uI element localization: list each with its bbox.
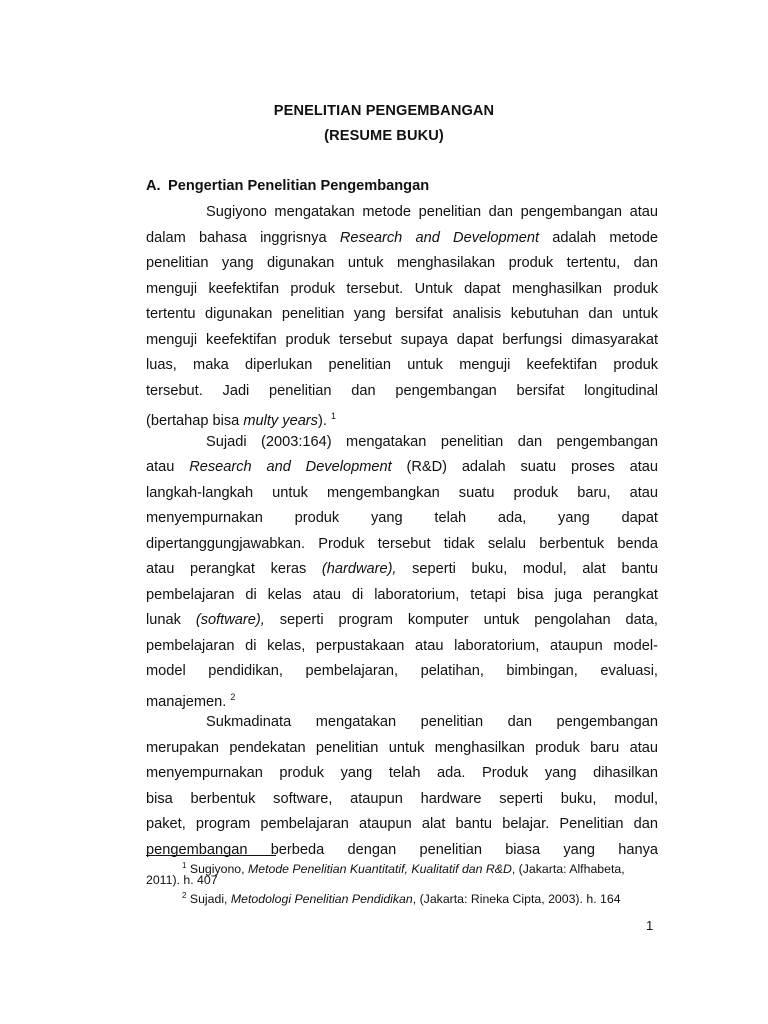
body-line: langkah-langkah untuk mengembangkan suatu produk baru, atau	[146, 484, 658, 501]
body-line: pembelajaran di kelas, perpustakaan atau laboratorium, ataupun model-	[146, 637, 658, 654]
body-line: penelitian yang digunakan untuk menghasilakan produk tertentu, dan	[146, 255, 658, 271]
footnote-ref: 2	[230, 691, 236, 702]
body-line: pengembangan berbeda dengan penelitian biasa yang hanya	[146, 841, 658, 858]
body-line: bisa berbentuk software, ataupun hardware seperti buku, modul,	[146, 790, 658, 807]
body-line: (bertahap bisa multy years). $^1$	[146, 411, 336, 429]
footnote-1-continuation: 2011). h. 407	[146, 873, 218, 887]
document-title: PENELITIAN PENGEMBANGAN	[273, 103, 495, 119]
footnote-1-marker: 1	[182, 861, 187, 870]
body-line: Sukmadinata mengatakan penelitian dan pengembangan	[206, 714, 658, 730]
body-line: menguji keefektifan produk tersebut supaya dapat berfungsi dimasyarakat	[146, 331, 658, 348]
section-heading	[146, 178, 429, 194]
body-line: paket, program pembelajaran ataupun alat bantu belajar. Penelitian dan	[146, 816, 658, 832]
footnote-2: $^2$ Sujadi, Metodologi Penelitian Pendidikan, (Jakarta: Rineka Cipta, 2003). h. 164	[182, 891, 621, 906]
body-line: model pendidikan, pembelajaran, pelatihan, bimbingan, evaluasi,	[146, 663, 658, 679]
section-number: A.	[146, 178, 161, 194]
footnote-ref: 1	[330, 411, 336, 421]
body-line: tertentu digunakan penelitian yang bersifat analisis kebutuhan dan untuk	[146, 306, 658, 322]
body-line: menyempurnakan produk yang telah ada, yang dapat	[146, 510, 658, 526]
footnote-2-marker: 2	[182, 891, 187, 900]
body-line: atau perangkat keras (hardware), seperti buku, modul, alat bantu	[146, 561, 658, 577]
body-line: merupakan pendekatan penelitian untuk menghasilkan produk baru atau	[146, 739, 658, 756]
body-line: Sugiyono mengatakan metode penelitian dan pengembangan atau	[206, 204, 658, 220]
body-line: atau Research and Development (R&D) adalah suatu proses atau	[146, 459, 658, 475]
body-line: menguji keefektifan produk tersebut. Untuk dapat menghasilkan produk	[146, 280, 658, 297]
body-line: lunak (software), seperti program komputer untuk pengolahan data,	[146, 612, 658, 628]
body-line: pembelajaran di kelas atau di laboratorium, tetapi bisa juga perangkat	[146, 586, 658, 603]
page-number: 1	[646, 918, 654, 933]
body-line: manajemen. $^2$	[146, 691, 236, 710]
body-line: luas, maka diperlukan penelitian untuk menguji keefektifan produk	[146, 357, 658, 373]
document-subtitle: (RESUME BUKU)	[324, 128, 444, 144]
body-line: menyempurnakan produk yang telah ada. Produk yang dihasilkan	[146, 765, 658, 781]
body-text	[146, 200, 658, 863]
body-line: tersebut. Jadi penelitian dan pengembangan bersifat longitudinal	[146, 382, 658, 399]
body-line: Sujadi (2003:164) mengatakan penelitian dan pengembangan	[206, 433, 658, 450]
footnote-1: $^1$ Sugiyono, Metode Penelitian Kuantitatif, Kualitatif dan R&D, (Jakarta: Alfhabeta,	[182, 861, 625, 876]
body-line: dipertanggungjawabkan. Produk tersebut tidak selalu berbentuk benda	[146, 535, 658, 552]
section-heading-text: Pengertian Penelitian Pengembangan	[168, 178, 430, 194]
body-line: dalam bahasa inggrisnya Research and Development adalah metode	[146, 229, 659, 246]
footnote-separator	[146, 855, 276, 856]
